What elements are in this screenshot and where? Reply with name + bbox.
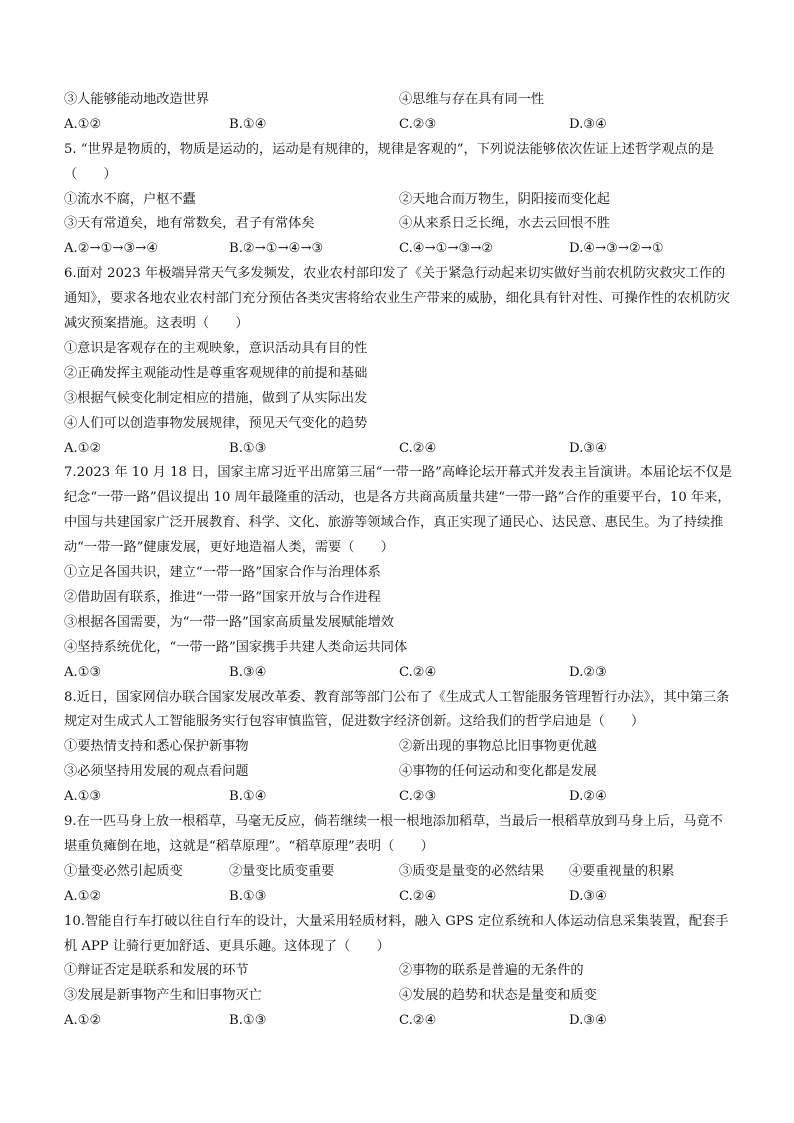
q4-options-row <box>64 88 734 113</box>
q7-answer-b[interactable]: B.③④ <box>229 664 267 680</box>
q7-option-4: ④坚持系统优化，“一带一路”国家携手共建人类命运共同体 <box>64 639 408 655</box>
q5-answer-d[interactable]: D.④→③→②→① <box>569 241 664 257</box>
q10-answer-a[interactable]: A.①② <box>64 1013 102 1029</box>
q10-answers-row <box>64 1009 734 1034</box>
q4-answer-a[interactable]: A.①② <box>64 116 102 132</box>
q4-option-3: ③人能够能动地改造世界 <box>64 92 210 107</box>
q8-option-4: ④事物的任何运动和变化都是发展 <box>399 764 597 780</box>
q5-option-3: ③天有常道矣，地有常数矣，君子有常体矣 <box>64 216 315 232</box>
q7-answers-row <box>64 661 734 686</box>
q6-answers-row <box>64 437 734 462</box>
q6-answer-c[interactable]: C.②④ <box>399 440 437 456</box>
q9-answers-row <box>64 885 734 910</box>
q10-option-3: ③发展是新事物产生和旧事物灭亡 <box>64 988 262 1004</box>
q10-options-row-2 <box>64 984 734 1009</box>
q4-answer-b[interactable]: B.①④ <box>229 116 267 132</box>
q10-option-2: ②事物的联系是普遍的无条件的 <box>399 963 584 979</box>
q8-answer-c[interactable]: C.②③ <box>399 789 437 805</box>
q9-options-row <box>64 860 734 885</box>
q6-option-3: ③根据气候变化制定相应的措施，做到了从实际出发 <box>64 390 368 406</box>
q7-answer-d[interactable]: D.②③ <box>569 664 607 680</box>
q7-option-1: ①立足各国共识，建立“一带一路”国家合作与治理体系 <box>64 565 381 581</box>
q6-option-4: ④人们可以创造事物发展规律，预见天气变化的趋势 <box>64 415 368 431</box>
q5-option-4: ④从来系日乏长绳，水去云回恨不胜 <box>399 216 610 232</box>
q6-option-1: ①意识是客观存在的主观映象，意识活动具有目的性 <box>64 340 368 356</box>
q9-answer-c[interactable]: C.②④ <box>399 888 437 904</box>
q9-option-2: ②量变比质变重要 <box>229 863 335 879</box>
exam-page <box>64 88 734 1034</box>
q6-answer-a[interactable]: A.①② <box>64 440 102 456</box>
q5-stem: 5. “世界是物质的，物质是运动的，运动是有规律的，规律是客观的”，下列说法能够依次佐证上述哲学观点的是（ ） <box>64 141 715 182</box>
q5-option-1: ①流水不腐，户枢不蠹 <box>64 191 196 207</box>
q8-option-1: ①要热情支持和悉心保护新事物 <box>64 739 249 755</box>
q5-options-row-1 <box>64 188 734 213</box>
q10-answer-d[interactable]: D.③④ <box>569 1013 607 1029</box>
q9-answer-b[interactable]: B.①③ <box>229 888 267 904</box>
q4-answer-c[interactable]: C.②③ <box>399 116 437 132</box>
q4-option-4: ④思维与存在具有同一性 <box>399 92 545 107</box>
q8-option-2: ②新出现的事物总比旧事物更优越 <box>399 739 597 755</box>
q5-answer-b[interactable]: B.②→①→④→③ <box>229 241 324 257</box>
q7-answer-a[interactable]: A.①③ <box>64 664 102 680</box>
q6-answer-b[interactable]: B.①③ <box>229 440 267 456</box>
q6-stem: 6.面对 2023 年极端异常天气多发频发，农业农村部印发了《关于紧急行动起来切实做好当前农机防灾救灾工作的通知》，要求各地农业农村部门充分预估各类灾害将给农业生产带来的威胁，细化具有针对性、可操作性的农机防灾减灾预案措施。这表明（ ） <box>64 266 730 332</box>
q5-answer-c[interactable]: C.④→①→③→② <box>399 241 494 257</box>
q7-stem: 7.2023 年 10 月 18 日，国家主席习近平出席第三届“一带一路”高峰论坛开幕式并发表主旨演讲。本届论坛不仅是纪念“一带一路”倡议提出 10 周年最隆重的活动，也是各方共商高质量共建“一带一路”合作的重要平台，10 年来，中国与共建国家广泛开展教育、科学、文化、旅游等领域合作，真正实现了通民心、达民意、惠民生。为了持续推动“一带一路”健康发展，更好地造福人类，需要（ ） <box>64 465 733 556</box>
q5-options-row-2 <box>64 212 734 237</box>
q8-options-row-2 <box>64 760 734 785</box>
q6-answer-d[interactable]: D.③④ <box>569 440 607 456</box>
q10-stem: 10.智能自行车打破以往自行车的设计，大量采用轻质材料，融入 GPS 定位系统和人体运动信息采集装置，配套手机 APP 让骑行更加舒适、更具乐趣。这体现了（ ） <box>64 913 729 954</box>
q5-answer-a[interactable]: A.②→①→③→④ <box>64 241 159 257</box>
q9-option-4: ④要重视量的积累 <box>569 863 675 879</box>
q10-option-1: ①辩证否定是联系和发展的环节 <box>64 963 249 979</box>
q8-stem: 8.近日，国家网信办联合国家发展改革委、教育部等部门公布了《生成式人工智能服务管理暂行办法》，其中第三条规定对生成式人工智能服务实行包容审慎监管，促进数字经济创新。这给我们的哲学启迪是（ ） <box>64 689 730 730</box>
q8-answer-a[interactable]: A.①③ <box>64 789 102 805</box>
q5-option-2: ②天地合而万物生，阴阳接而变化起 <box>399 191 610 207</box>
q8-answer-d[interactable]: D.②④ <box>569 789 607 805</box>
q8-answer-b[interactable]: B.①④ <box>229 789 267 805</box>
q4-answer-d[interactable]: D.③④ <box>569 116 607 132</box>
q10-answer-c[interactable]: C.②④ <box>399 1013 437 1029</box>
q5-answers-row <box>64 237 734 262</box>
q9-option-1: ①量变必然引起质变 <box>64 863 183 879</box>
q10-options-row-1 <box>64 959 734 984</box>
q9-answer-a[interactable]: A.①② <box>64 888 102 904</box>
q7-answer-c[interactable]: C.②④ <box>399 664 437 680</box>
q9-answer-d[interactable]: D.③④ <box>569 888 607 904</box>
q6-option-2: ②正确发挥主观能动性是尊重客观规律的前提和基础 <box>64 365 368 381</box>
q7-option-3: ③根据各国需要，为“一带一路”国家高质量发展赋能增效 <box>64 614 394 630</box>
q9-option-3: ③质变是量变的必然结果 <box>399 863 545 879</box>
q10-option-4: ④发展的趋势和状态是量变和质变 <box>399 988 597 1004</box>
q4-answers-row <box>64 113 734 138</box>
q8-option-3: ③必须坚持用发展的观点看问题 <box>64 764 249 780</box>
q10-answer-b[interactable]: B.①③ <box>229 1013 267 1029</box>
q9-stem: 9.在一匹马身上放一根稻草，马毫无反应，倘若继续一根一根地添加稻草，当最后一根稻草放到马身上后，马竟不堪重负瘫倒在地，这就是“稻草原理”。“稻草原理”表明（ ） <box>64 814 723 854</box>
q7-option-2: ②借助固有联系，推进“一带一路”国家开放与合作进程 <box>64 589 381 605</box>
q8-answers-row <box>64 785 734 810</box>
q8-options-row-1 <box>64 735 734 760</box>
